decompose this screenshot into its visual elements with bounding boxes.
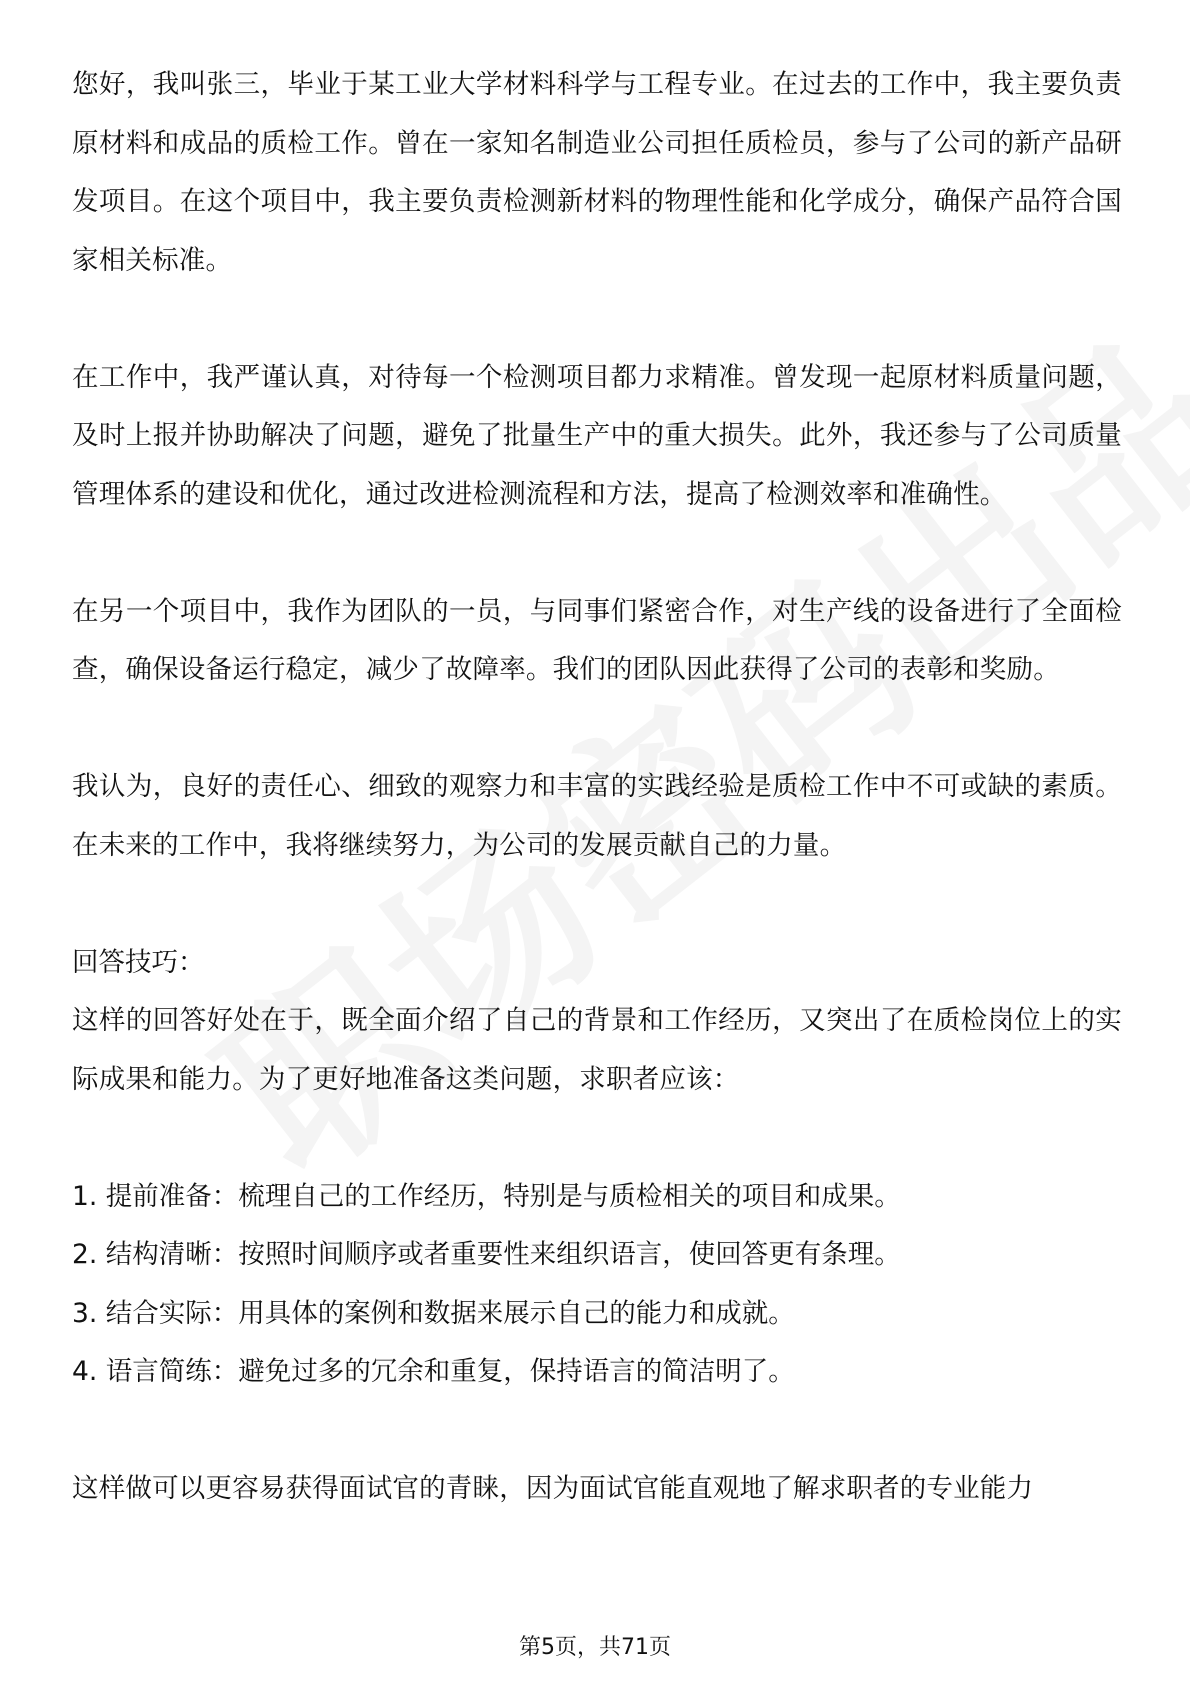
paragraph-work-attitude: 在工作中，我严谨认真，对待每一个检测项目都力求精准。曾发现一起原材料质量问题，及时上报并协助解决了问题，避免了批量生产中的重大损失。此外，我还参与了公司质量管理体系的建设和优化，通过改进检测流程和方法，提高了检测效率和准确性。	[72, 361, 1122, 510]
page-number: 第5页，共71页	[519, 1635, 671, 1660]
paragraph-gap	[72, 1109, 1122, 1168]
paragraph-team-project: 在另一个项目中，我作为团队的一员，与同事们紧密合作，对生产线的设备进行了全面检查，确保设备运行稳定，减少了故障率。我们的团队因此获得了公司的表彰和奖励。	[72, 595, 1122, 685]
paragraph-gap	[72, 290, 1122, 349]
paragraph-intro: 您好，我叫张三，毕业于某工业大学材料科学与工程专业。在过去的工作中，我主要负责原材料和成品的质检工作。曾在一家知名制造业公司担任质检员，参与了公司的新产品研发项目。在这个项目中，我主要负责检测新材料的物理性能和化学成分，确保产品符合国家相关标准。	[72, 69, 1122, 276]
paragraph-qualities: 我认为，良好的责任心、细致的观察力和丰富的实践经验是质检工作中不可或缺的素质。在未来的工作中，我将继续努力，为公司的发展贡献自己的力量。	[72, 771, 1122, 861]
list-item: 2. 结构清晰：按照时间顺序或者重要性来组织语言，使回答更有条理。	[72, 1239, 901, 1270]
paragraph-gap	[72, 524, 1122, 583]
list-item: 3. 结合实际：用具体的案例和数据来展示自己的能力和成就。	[72, 1297, 795, 1329]
document-body	[72, 56, 1122, 1519]
list-item: 4. 语言简练：避免过多的冗余和重复，保持语言的简洁明了。	[72, 1356, 795, 1387]
tips-intro: 这样的回答好处在于，既全面介绍了自己的背景和工作经历，又突出了在质检岗位上的实际成果和能力。为了更好地准备这类问题，求职者应该：	[72, 1005, 1122, 1095]
tips-heading: 回答技巧：	[72, 946, 205, 978]
paragraph-gap	[72, 700, 1122, 759]
list-item: 1. 提前准备：梳理自己的工作经历，特别是与质检相关的项目和成果。	[72, 1180, 901, 1212]
tips-list	[72, 1168, 1122, 1402]
paragraph-gap	[72, 1402, 1122, 1461]
paragraph-gap	[72, 875, 1122, 934]
tips-closing: 这样做可以更容易获得面试官的青睐，因为面试官能直观地了解求职者的专业能力	[72, 1473, 1034, 1504]
